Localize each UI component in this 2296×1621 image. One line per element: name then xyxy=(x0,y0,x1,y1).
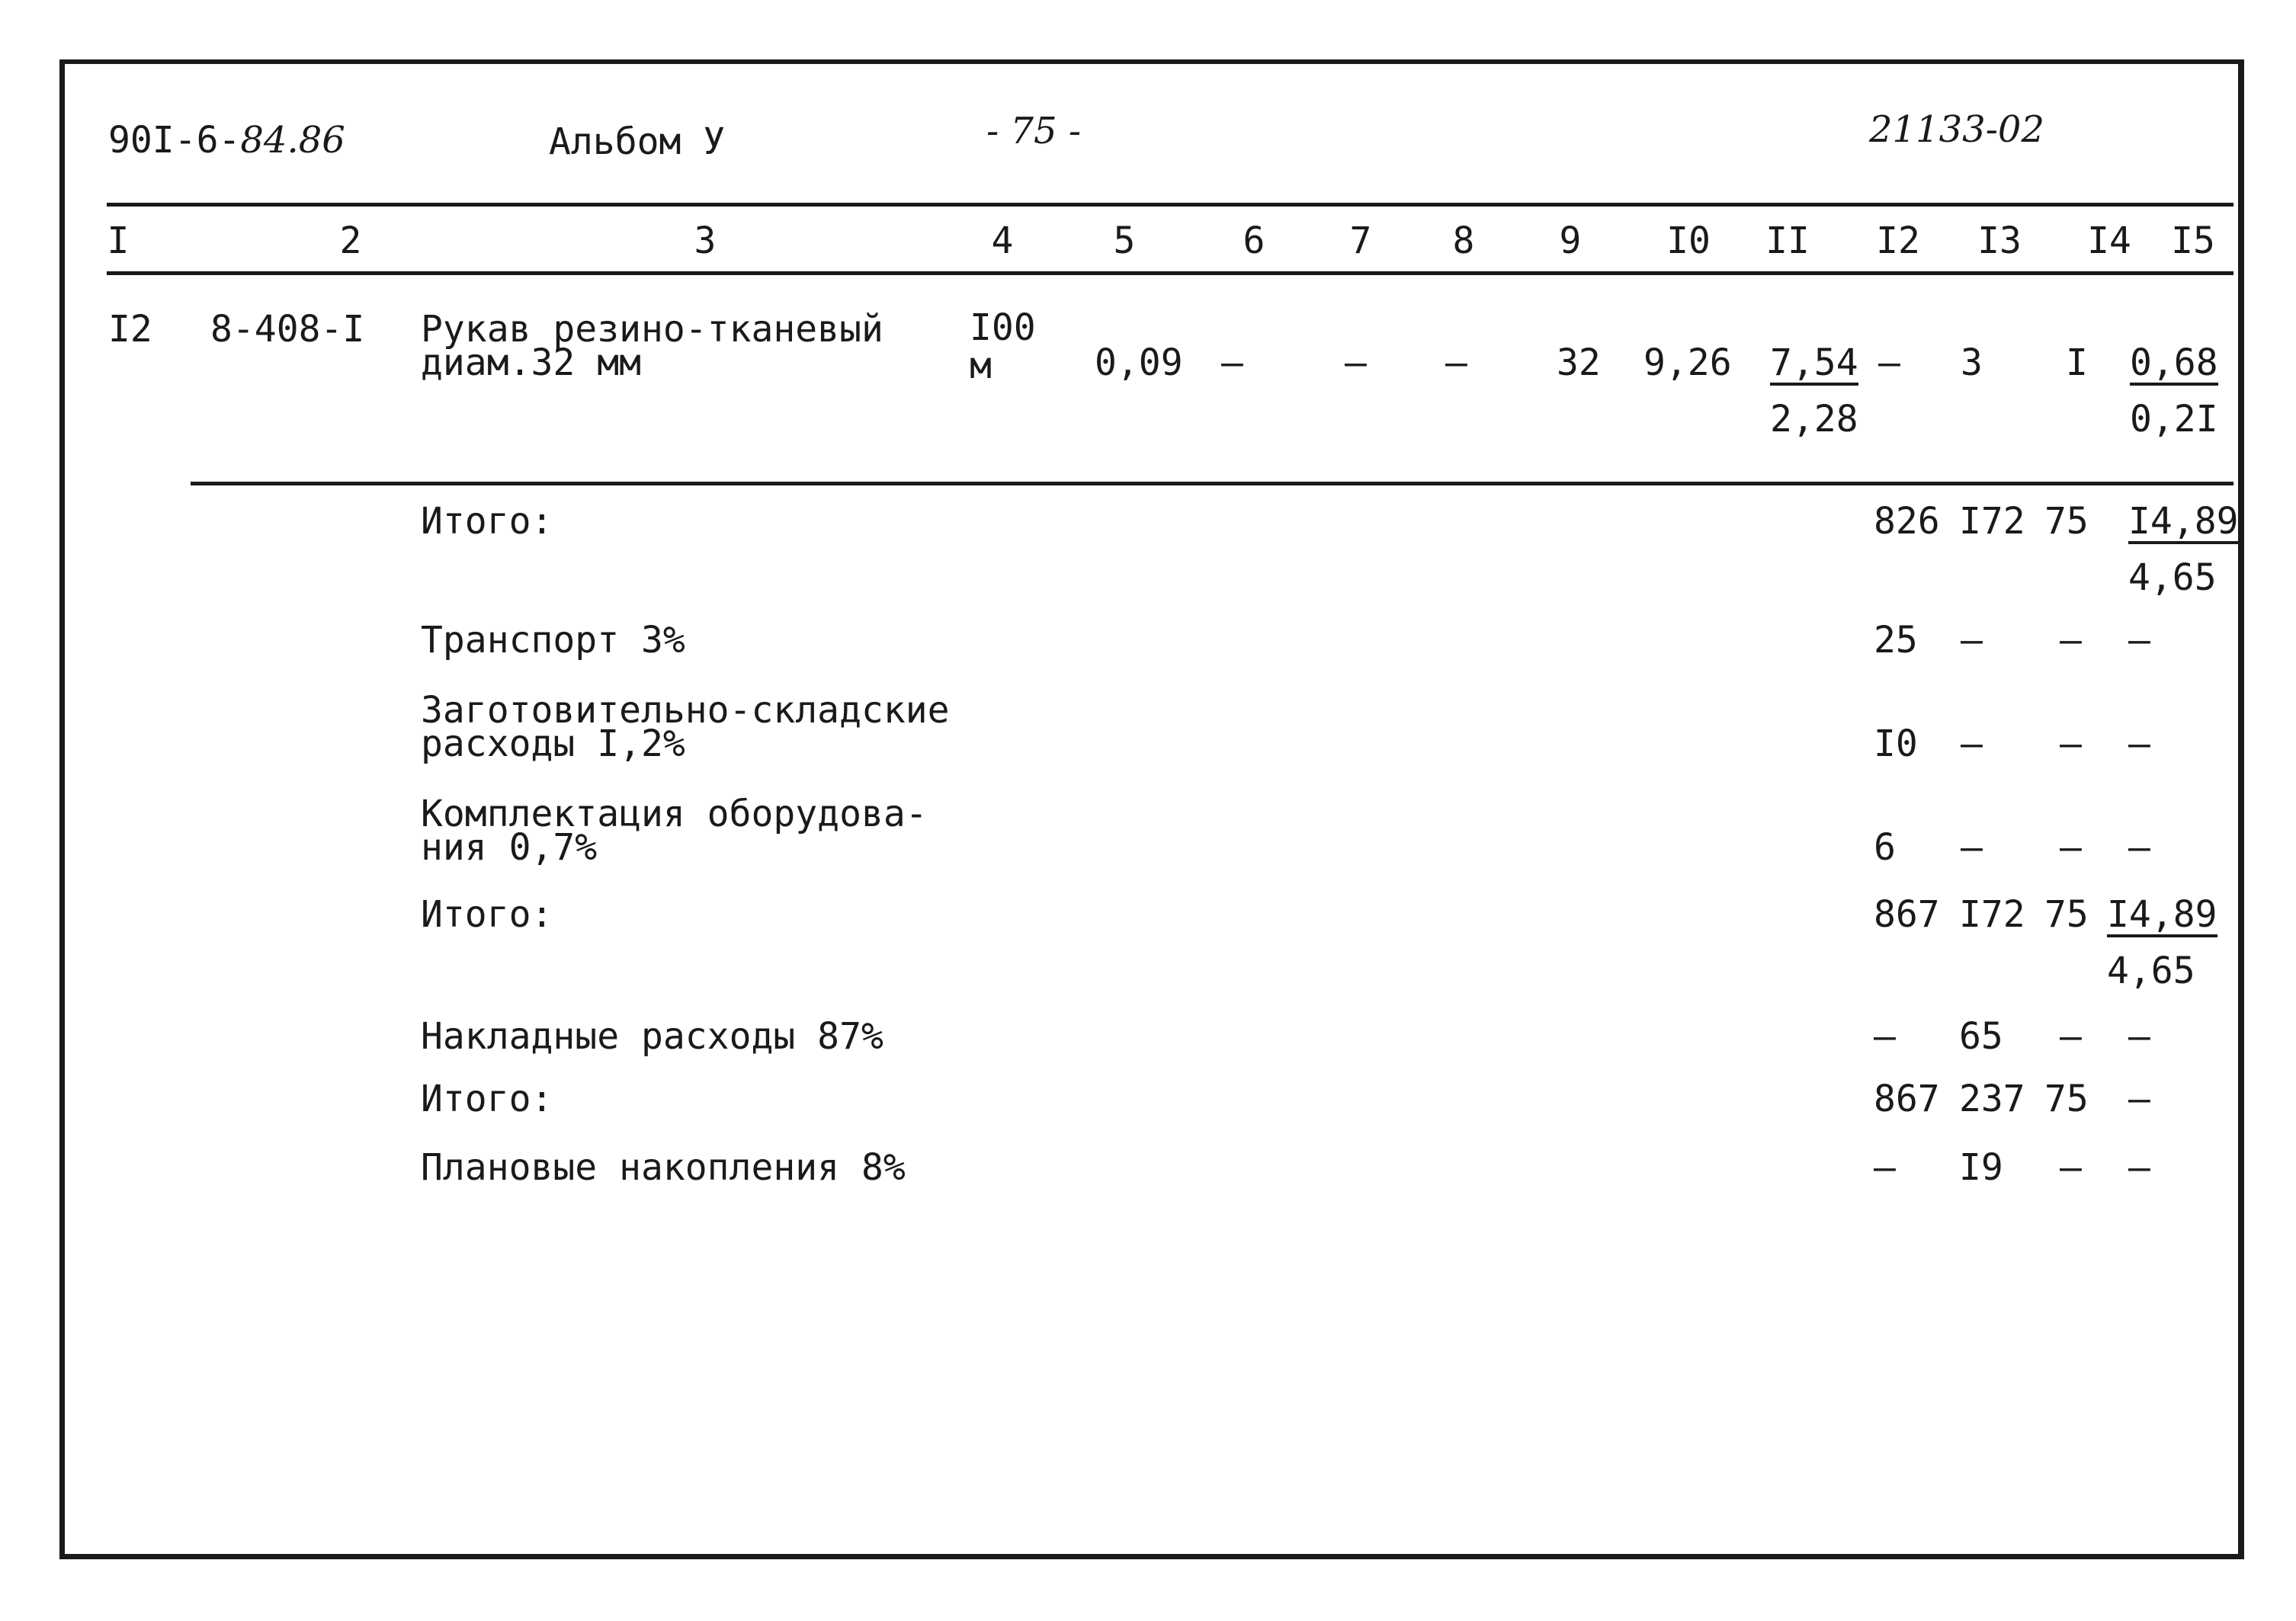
summary-col15-denominator: 4,65 xyxy=(2128,556,2217,599)
row-col5: 0,09 xyxy=(1095,341,1183,384)
row-name-line1: Рукав резино-тканевый xyxy=(421,308,883,351)
summary-label: Итого: xyxy=(421,893,553,936)
summary-col14: 75 xyxy=(2044,1078,2089,1120)
doc-code xyxy=(108,119,345,162)
summary-label-line2: ния 0,7% xyxy=(421,826,598,869)
col-header-13: I3 xyxy=(1977,219,2022,262)
summary-col13: – xyxy=(1961,619,1983,662)
summary-col13: 65 xyxy=(1959,1015,2003,1058)
row-col6: – xyxy=(1221,341,1243,384)
summary-col15-fraction xyxy=(2128,500,2239,599)
summary-label-line1: Заготовительно-складские xyxy=(421,689,950,732)
summary-col12: 867 xyxy=(1874,893,1940,936)
section-rule xyxy=(191,482,2233,485)
summary-col15: – xyxy=(2128,722,2150,765)
summary-col14: – xyxy=(2060,619,2082,662)
row-col11-fraction xyxy=(1770,341,1858,440)
summary-col15: – xyxy=(2128,826,2150,869)
row-unit-line1: I00 xyxy=(970,306,1036,349)
row-col15-fraction xyxy=(2130,341,2218,440)
row-col15-numerator: 0,68 xyxy=(2130,341,2218,384)
header-rule-top xyxy=(107,203,2233,207)
row-number: I2 xyxy=(108,308,152,351)
summary-col12: 6 xyxy=(1874,826,1896,869)
summary-col14: 75 xyxy=(2044,500,2089,543)
col-header-9: 9 xyxy=(1559,219,1582,262)
doc-code-handwritten: 84.86 xyxy=(240,119,345,162)
page-frame xyxy=(59,59,2244,1559)
summary-col15: – xyxy=(2128,1078,2150,1120)
col-header-3: 3 xyxy=(694,219,717,262)
col-header-7: 7 xyxy=(1349,219,1372,262)
summary-col15-denominator: 4,65 xyxy=(2107,950,2195,992)
row-col13: 3 xyxy=(1961,341,1983,384)
row-col8: – xyxy=(1445,341,1467,384)
col-header-12: I2 xyxy=(1876,219,1920,262)
summary-col15-fraction xyxy=(2107,893,2217,992)
summary-col15: – xyxy=(2128,619,2150,662)
page-number: - 75 - xyxy=(986,110,1082,152)
row-col9: 32 xyxy=(1557,341,1601,384)
row-col14: I xyxy=(2066,341,2088,384)
summary-label: Накладные расходы 87% xyxy=(421,1015,883,1058)
summary-col12: I0 xyxy=(1874,722,1918,765)
row-col7: – xyxy=(1345,341,1367,384)
summary-col12: 25 xyxy=(1874,619,1918,662)
summary-col13: I72 xyxy=(1959,893,2025,936)
col-header-5: 5 xyxy=(1113,219,1136,262)
summary-col13: I9 xyxy=(1959,1146,2003,1189)
summary-col14: – xyxy=(2060,1146,2082,1189)
summary-label: Итого: xyxy=(421,500,553,543)
summary-col15: – xyxy=(2128,1015,2150,1058)
summary-col15-numerator: I4,89 xyxy=(2107,893,2217,936)
summary-label: Плановые накопления 8% xyxy=(421,1146,906,1189)
summary-col13: 237 xyxy=(1959,1078,2025,1120)
col-header-10: I0 xyxy=(1666,219,1711,262)
summary-col14: – xyxy=(2060,826,2082,869)
col-header-4: 4 xyxy=(991,219,1014,262)
reference-number: 21133-02 xyxy=(1869,108,2044,151)
summary-col12: – xyxy=(1874,1015,1896,1058)
summary-label-line2: расходы I,2% xyxy=(421,722,685,765)
row-name-line2: диам.32 мм xyxy=(421,341,641,384)
album-title: Альбом У xyxy=(549,120,726,163)
row-unit-line2: м xyxy=(970,344,992,387)
header-rule-bottom xyxy=(107,271,2233,275)
col-header-6: 6 xyxy=(1243,219,1265,262)
summary-label-line1: Комплектация оборудова- xyxy=(421,793,928,835)
row-code: 8-408-I xyxy=(210,308,365,351)
summary-col13: – xyxy=(1961,722,1983,765)
summary-label: Итого: xyxy=(421,1078,553,1120)
col-header-11: II xyxy=(1765,219,1810,262)
row-col11-numerator: 7,54 xyxy=(1770,341,1858,384)
summary-col14: – xyxy=(2060,1015,2082,1058)
col-header-15: I5 xyxy=(2171,219,2215,262)
summary-col15-numerator: I4,89 xyxy=(2128,500,2239,543)
summary-col12: 867 xyxy=(1874,1078,1940,1120)
summary-col14: 75 xyxy=(2044,893,2089,936)
row-col12: – xyxy=(1878,341,1900,384)
col-header-14: I4 xyxy=(2087,219,2131,262)
summary-col12: – xyxy=(1874,1146,1896,1189)
summary-label: Транспорт 3% xyxy=(421,619,685,662)
summary-col14: – xyxy=(2060,722,2082,765)
row-col10: 9,26 xyxy=(1643,341,1732,384)
summary-col15: – xyxy=(2128,1146,2150,1189)
doc-code-prefix: 90I-6- xyxy=(108,119,241,162)
summary-col13: I72 xyxy=(1959,500,2025,543)
col-header-1: I xyxy=(107,219,130,262)
summary-col12: 826 xyxy=(1874,500,1940,543)
row-col15-denominator: 0,2I xyxy=(2130,398,2218,440)
col-header-8: 8 xyxy=(1452,219,1475,262)
row-col11-denominator: 2,28 xyxy=(1770,398,1858,440)
summary-col13: – xyxy=(1961,826,1983,869)
col-header-2: 2 xyxy=(339,219,362,262)
